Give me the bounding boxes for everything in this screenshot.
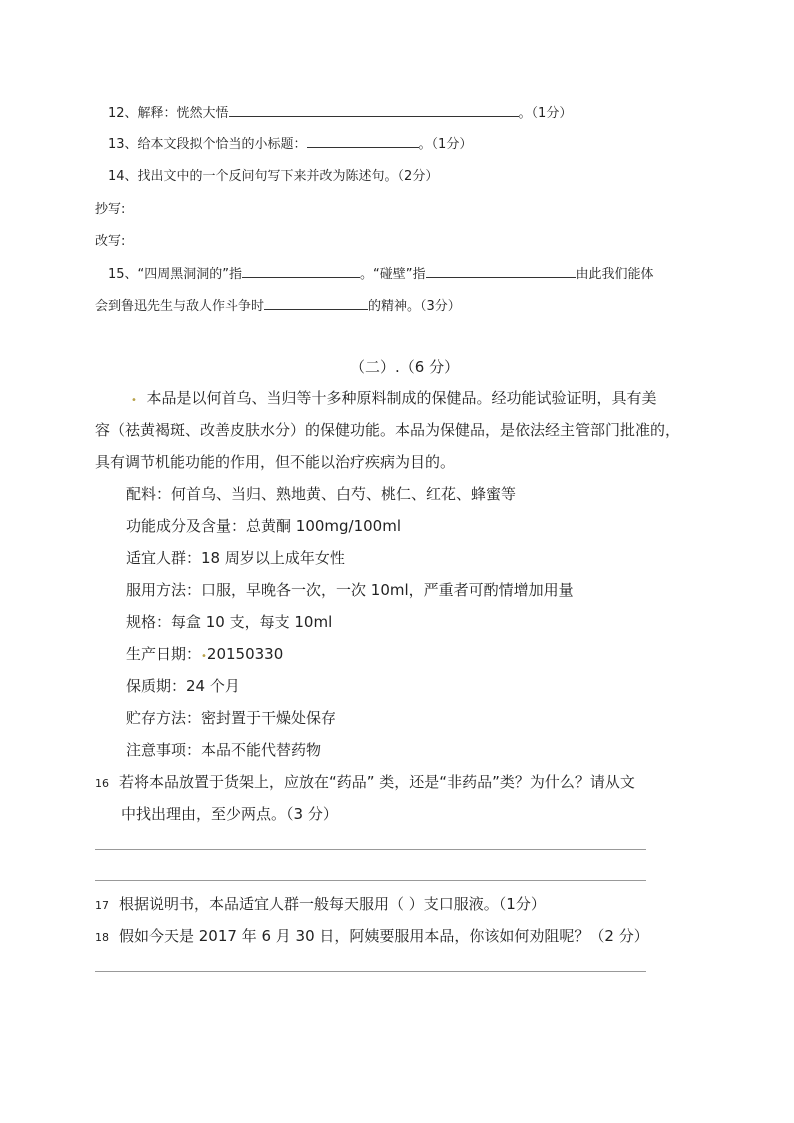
bullet-dot: • — [131, 395, 137, 406]
q15-line2b: 的精神。（3分） — [368, 299, 461, 314]
q12-points: 。（1分） — [518, 106, 573, 121]
q15-part2: 。“碰壁”指 — [360, 267, 426, 282]
date-dot: • — [201, 651, 207, 662]
info-ingredients: 配料：何首乌、当归、熟地黄、白芍、桃仁、红花、蜂蜜等 — [126, 485, 517, 503]
q13-answer-blank[interactable] — [307, 133, 419, 148]
rewrite-label: 改写: — [95, 234, 126, 249]
q15-line2a: 会到鲁迅先生与敌人作斗争时 — [95, 299, 265, 314]
q15-line2 — [95, 295, 461, 314]
para-line3: 具有调节机能功能的作用，但不能以治疗疾病为目的。 — [95, 453, 456, 471]
info-date-value: 20150330 — [206, 645, 284, 663]
section-title: （二）.（6 分） — [350, 358, 460, 376]
q16-answer-line-1[interactable] — [95, 849, 646, 850]
q17-text: 根据说明书，本品适宜人群一般每天服用（ ）支口服液。（1分） — [119, 895, 546, 913]
info-storage: 贮存方法：密封置于干燥处保存 — [126, 709, 337, 727]
info-date — [126, 643, 283, 664]
q15-blank-1[interactable] — [242, 263, 360, 278]
info-usage: 服用方法：口服，早晚各一次，一次 10ml，严重者可酌情增加用量 — [126, 581, 574, 599]
q18-number: 18 — [95, 931, 109, 944]
q13-points: 。（1分） — [418, 137, 473, 152]
info-notice: 注意事项：本品不能代替药物 — [126, 741, 322, 759]
info-spec: 规格：每盒 10 支，每支 10ml — [126, 613, 333, 631]
q16-number: 16 — [95, 777, 109, 790]
q15-line1 — [108, 263, 654, 282]
q16-text-1: 若将本品放置于货架上，应放在“药品” 类，还是“非药品”类？为什么？请从文 — [119, 773, 635, 791]
info-date-label: 生产日期： — [126, 645, 202, 663]
q15-part3: 由此我们能体 — [575, 267, 654, 282]
q15-part1: 15、“四周黑洞洞的”指 — [108, 267, 243, 282]
q14: 14、找出文中的一个反问句写下来并改为陈述句。（2分） — [108, 169, 439, 184]
q18 — [95, 925, 649, 946]
q16-line2: 中找出理由，至少两点。（3 分） — [121, 805, 338, 823]
q15-blank-3[interactable] — [264, 295, 368, 310]
q12-text: 12、解释：恍然大悟 — [108, 106, 229, 121]
copy-label: 抄写: — [95, 202, 126, 217]
para-text-1: 本品是以何首乌、当归等十多种原料制成的保健品。经功能试验证明，具有美 — [146, 389, 657, 407]
info-target: 适宜人群：18 周岁以上成年女性 — [126, 549, 345, 567]
para-line2: 容（祛黄褐斑、改善皮肤水分）的保健功能。本品为保健品，是依法经主管部门批准的， — [95, 421, 681, 439]
para-line1 — [131, 387, 656, 408]
q13 — [108, 133, 472, 152]
q17-number: 17 — [95, 899, 109, 912]
q18-answer-line[interactable] — [95, 971, 646, 972]
q13-text: 13、给本文段拟个恰当的小标题： — [108, 137, 307, 152]
q16-line1 — [95, 771, 635, 792]
q12-answer-blank[interactable] — [229, 102, 519, 117]
q17 — [95, 893, 546, 914]
q12 — [108, 102, 572, 121]
q18-text: 假如今天是 2017 年 6 月 30 日，阿姨要服用本品，你该如何劝阻呢？（2 分） — [119, 927, 649, 945]
q16-answer-line-2[interactable] — [95, 880, 646, 881]
info-function: 功能成分及含量：总黄酮 100mg/100ml — [126, 517, 401, 535]
info-shelf: 保质期：24 个月 — [126, 677, 240, 695]
q15-blank-2[interactable] — [426, 263, 576, 278]
